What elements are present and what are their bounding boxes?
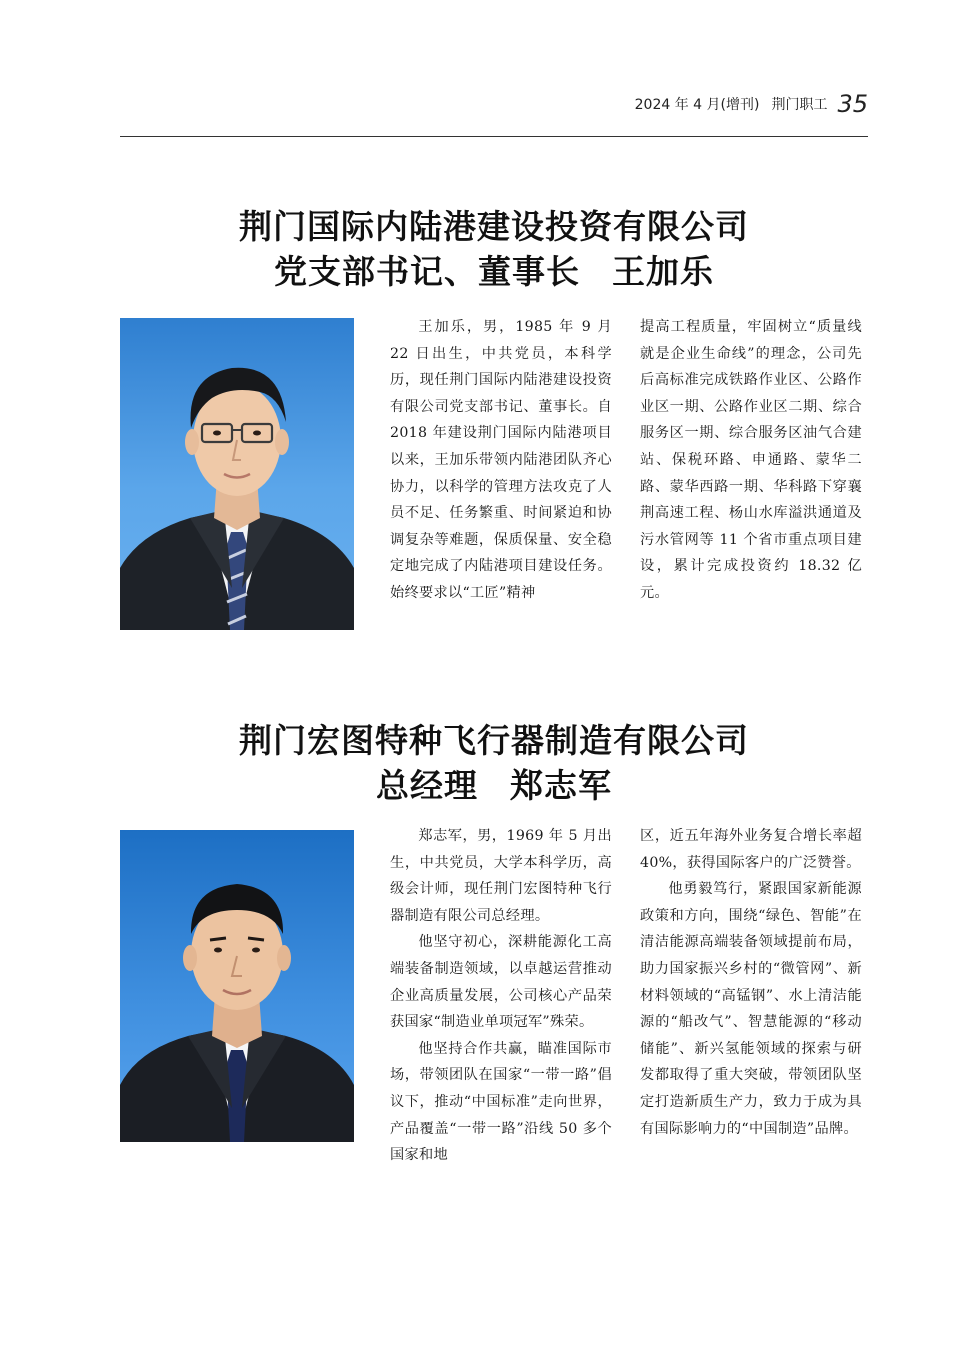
running-header: [0, 90, 868, 118]
person-name: 王加乐: [612, 252, 714, 291]
page-number: 35: [837, 90, 868, 118]
paragraph: 郑志军，男，1969 年 5 月出生，中共党员，大学本科学历，高级会计师，现任荆门宏图特种飞行器制造有限公司总经理。: [390, 828, 612, 924]
paragraph: 提高工程质量，牢固树立“质量线就是企业生命线”的理念，公司先后高标准完成铁路作业区、公路作业区一期、公路作业区二期、综合服务区一期、综合服务区油气合建站、保税环路、申通路、蒙华二路、蒙华西路一期、华科路下穿襄荆高速工程、杨山水库溢洪通道及污水管网等 11 个省市重点项目建设，累计完成投资约 18.32 亿元。: [640, 319, 862, 601]
header-rule: [120, 136, 868, 137]
person-name: 郑志军: [510, 766, 612, 805]
company-name: 荆门国际内陆港建设投资有限公司: [239, 207, 749, 246]
paragraph: 他勇毅笃行，紧跟国家新能源政策和方向，围绕“绿色、智能”在清洁能源高端装备领域提前布局，助力国家振兴乡村的“微管网”、新材料领域的“高锰钢”、水上清洁能源的“船改气”、智慧能源的“移动储能”、新兴氢能领域的探索与研发都取得了重大突破，带领团队坚定打造新质生产力，致力于成为具有国际影响力的“中国制造”品牌。: [640, 881, 862, 1137]
position: 总经理: [376, 766, 478, 805]
paragraph: 区，近五年海外业务复合增长率超 40%，获得国际客户的广泛赞誉。: [640, 828, 862, 871]
position-and-name: [120, 249, 868, 294]
paragraph: 他坚守初心，深耕能源化工高端装备制造领域，以卓越运营推动企业高质量发展，公司核心产品荣获国家“制造业单项冠军”殊荣。: [390, 934, 612, 1031]
profile-title: [120, 204, 868, 294]
text-column-left: [390, 314, 612, 607]
position-and-name: [120, 763, 868, 808]
portrait-man-glasses-icon: [120, 318, 354, 630]
magazine-name: 荆门职工: [771, 97, 828, 113]
company-name: 荆门宏图特种飞行器制造有限公司: [239, 721, 749, 760]
text-column-left: [390, 823, 612, 1169]
paragraph: 王加乐，男，1985 年 9 月 22 日出生，中共党员，本科学历，现任荆门国际内陆港建设投资有限公司党支部书记、董事长。自 2018 年建设荆门国际内陆港项目以来，王加乐带领内陆港团队齐心协力，以科学的管理方法攻克了人员不足、任务繁重、时间紧迫和协调复杂等难题，保质保量、安全稳定地完成了内陆港项目建设任务。始终要求以“工匠”精神: [390, 319, 612, 601]
text-column-right: [640, 823, 862, 1142]
paragraph: 他坚持合作共赢，瞄准国际市场，带领团队在国家“一带一路”倡议下，推动“中国标准”走向世界，产品覆盖“一带一路”沿线 50 多个国家和地: [390, 1040, 612, 1164]
text-column-right: [640, 314, 862, 607]
portrait-man-icon: [120, 830, 354, 1142]
profile-title: [120, 718, 868, 808]
issue-date: 2024 年 4 月(增刊): [634, 97, 760, 113]
position: 党支部书记、董事长: [274, 252, 580, 291]
